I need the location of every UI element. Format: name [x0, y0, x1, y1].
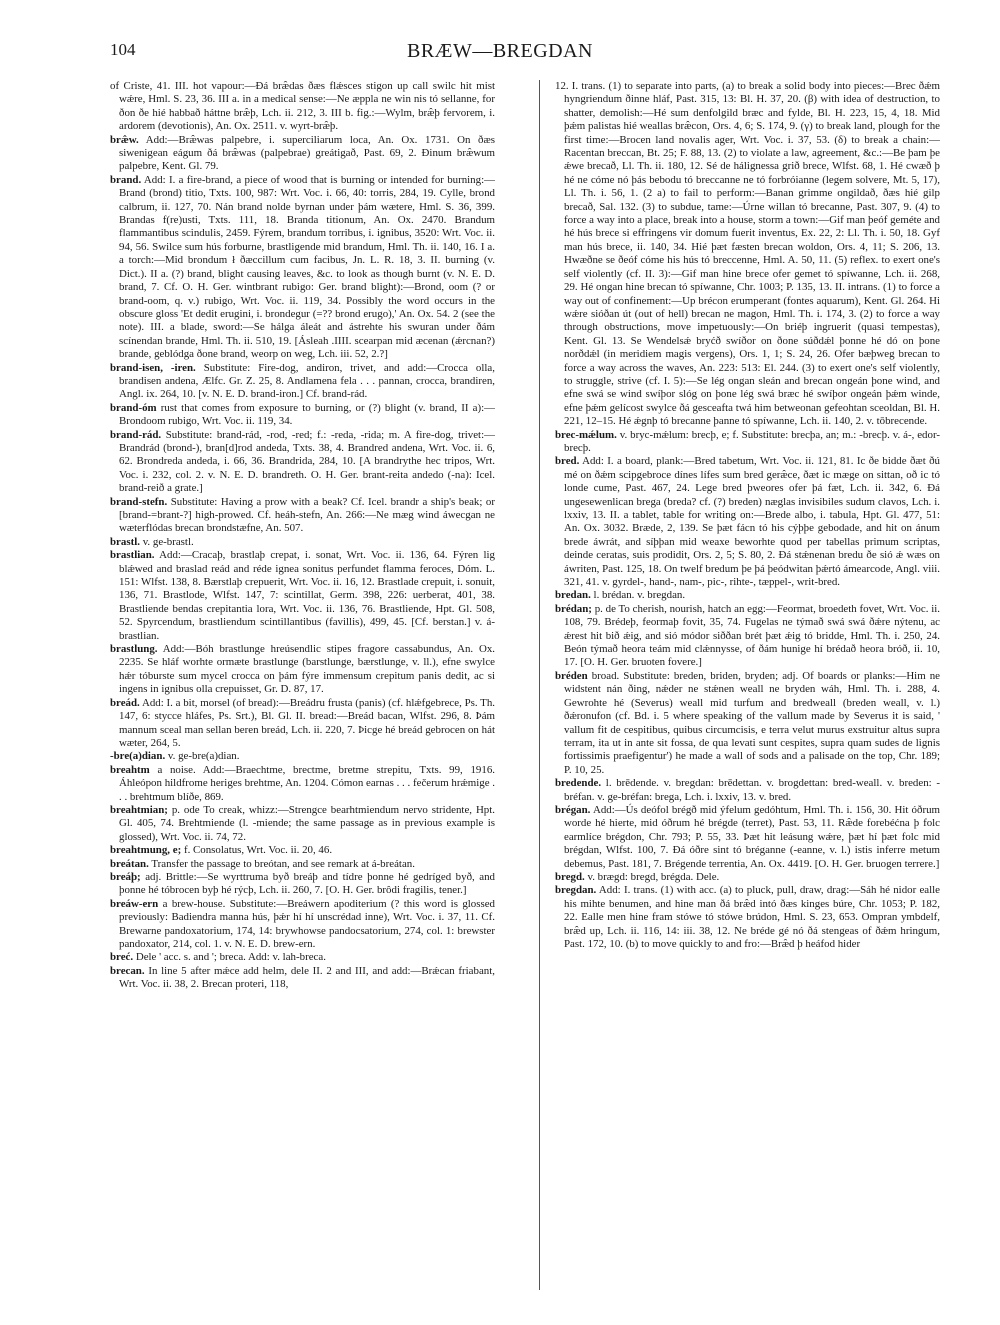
dictionary-entry — [110, 858, 495, 871]
entry-text: v. ge-bre(a)dian. — [167, 750, 240, 763]
entry-headword: bregdan. — [555, 884, 597, 897]
entry-headword: -bre(a)dian. — [110, 750, 166, 763]
entry-headword: bræ̂w. — [110, 133, 139, 146]
entry-headword: bredan. — [555, 589, 591, 602]
entry-headword: brand-stefn. — [110, 495, 168, 508]
dictionary-entry — [110, 362, 495, 402]
dictionary-entry — [555, 80, 940, 429]
entry-headword: brec-mǽlum. — [555, 428, 617, 441]
dictionary-entry — [555, 777, 940, 804]
entry-text: Substitute: brand-rád, -rod, -red; f.: -reda, -rida; m. A fire-dog, trivet:—Brandrád (brond-), bran[d]rod andeda, Txts. 38, 4. Brandred andena, Wrt. Voc. ii. 6, 62. Brondreda andeda, i. 66, 36. Brandrida, 284, 10. [A brandrythe hec tripos, Wrt. Voc. i. 232, col. 2. v. N. E. D. brandreth. O. H. Ger. brant-reita andedo (-na): Icel. brand-reið a grate.] — [119, 428, 495, 495]
entry-headword: brastlung. — [110, 643, 158, 656]
entry-text: v. bryc-mǽlum: brecþ, e; f. Substitute: brecþa, an; m.: -brecþ. v. á-, edor-brecþ. — [564, 428, 940, 454]
right-column — [555, 80, 940, 1295]
dictionary-entry — [110, 429, 495, 496]
entry-text: v. ge-brastl. — [142, 535, 194, 548]
dictionary-entry — [555, 455, 940, 589]
entry-headword: breahtmian; — [110, 803, 168, 816]
dictionary-entry — [110, 536, 495, 549]
dictionary-entry — [110, 134, 495, 174]
dictionary-entry — [555, 429, 940, 456]
entry-headword: breahtmung, e; — [110, 844, 182, 857]
entry-text: p. de To cherish, nourish, hatch an egg:—Feormat, broedeth fovet, Wrt. Voc. ii. 108, 79. Brédeþ, feormaþ fovit, 35, 74. Fugelas ne týmað swá swá ðǽre nýtenu, ac ǽrest hit bið ǽig, and sió módor siððan brét þæt ǽig tó bridde, Hml. Th. i. 250, 24. Beón týmað heora teám mid clǽnnysse, of ðám hunige hí brédað heora bróð, ii. 10, 17. [O. H. Ger. bruoten fovere.] — [564, 602, 940, 669]
entry-headword: breáw-ern — [110, 897, 159, 910]
entry-text: f. Consolatus, Wrt. Voc. ii. 20, 46. — [183, 844, 333, 857]
entry-headword: breátan. — [110, 857, 149, 870]
entry-text: Add:—Bræ̂was palpebre, i. superciliarum loca, An. Ox. 1731. On ðæs siwenigean eágum ðá bræ̂was (palpebrae) greátigað, Past. 69, 2. Ðinum bræ̂wum palpebre, Kent. Gl. 79. — [119, 133, 495, 173]
page-number: 104 — [110, 40, 136, 59]
entry-text: of Criste, 41. III. hot vapour:—Ðá bræ̂das ðæs flǽsces stigon up call swilc hit mist wǽre, Hml. S. 23, 36. III a. in a medical sense:—Ne æppla ne win nis tó sellanne, for ðon ðe hié habbað háttne bræ̂þ, Lch. ii. 212, 3. III b. fig.:—Wylm, bræ̂þ fervorem, i. ardorem (devotionis), An. Ox. 2511. v. wyrt-bræ̂þ. — [110, 80, 495, 133]
entry-text: rust that comes from exposure to burning, or (?) blight (v. brand, II a):—Brondoom rubigo, Wrt. Voc. ii. 119, 34. — [119, 401, 495, 428]
entry-headword: breahtm — [110, 763, 150, 776]
entry-text: Substitute: Fire-dog, andiron, trivet, and add:—Crocca olla, brandisen andena, Ælfc. Gr. Z. 25, 8. Andlamena fela . . . pannan, crocca, brandiren, Angl. ix. 264, 10. [v. N. E. D. brand-iron.] Cf. brand-rád. — [119, 361, 495, 401]
running-head: BRÆW—BREGDAN — [406, 40, 593, 62]
column-divider — [539, 80, 540, 1290]
entry-text: Add: I. a board, plank:—Bred tabetum, Wrt. Voc. ii. 121, 81. Ic ðe bidde ðæt ðú mé on ðǽm scipgebroce dínes lífes sum bred geræ̂ce, ðæt ic mæge on sittan, oð ic tó londe cume, Past. 467, 24. Lege bred þweores ofer þá fæt, Lch. ii. 342, 6. Ðá ungesewenlican brega (breda? cf. (?) breden) næglas invisibiles sudum clavos, Lch. i. lxxiv, 13. II. a tablet, table for writing on:—Brede albo, i. tabula, Hpt. Gl. 477, 51: An. Ox. 3032. Bræde, 2, 139. Se þæt fácn tó his cýþþe gebodade, and hit on ánum brede áwrát, and síþþan mid weaxe beworhte quod per tabellas primum scriptas, deinde ceratas, suis prodidit, Ors. 2, 5; S. 80, 2. Ðá stǽnenan bredu ðe sió ǽ wæs on áwriten, Past. 125, 18. On twelf bredum þe þá þeódwitan þǽrtó ámearcode, Angl. viii. 321, 41. v. gyrdel-, hand-, nam-, pic-, rihte-, tæppel-, writ-bred. — [564, 455, 940, 589]
dictionary-entry — [110, 951, 495, 964]
entry-text: Add:—Bóh brastlunge hreúsendlic stipes fragore cassabundus, An. Ox. 2235. Se hláf worhte ormæte brastlunge (barstlunge, bærstlunge, v. ll.), efne swylce hǽr tóburste sum mycel crocca on þám fýre immensum crepitum panis dedit, ac si ingens in ignibus olla crepuisset, Gr. D. 87, 17. — [119, 643, 495, 696]
dictionary-entry — [110, 804, 495, 844]
dictionary-entry — [110, 764, 495, 804]
dictionary-entry — [555, 804, 940, 871]
entry-headword: breád. — [110, 696, 140, 709]
entry-headword: brand. — [110, 173, 142, 186]
entry-text: Add: I. a fire-brand, a piece of wood that is burning or intended for burning:—Brand (brond) titio, Txts. 100, 987: Wrt. Voc. i. 66, 40: torris, 284, 19. Cylle, brond calbrum, ii. 127, 70. Nán brand nolde byrnan under þám wætere, Hml. S. 36, 399. Brandas f(re)usti, Txts. 111, 18. Branda titionum, An. Ox. 2470. Brandum flammantibus scindulis, 2459. Fýrem, brandum torribus, i. ignibus, 3520: Wrt. Voc. ii. 94, 56. Swilce sum hús forburne, brastligende mid brandum, Hml. Th. ii. 140, 16. I a. a torch:—Mid brondum ł ðæccillum cum facibus, Jn. L. R. 18, 3. II. burning (v. Dict.). II a. (?) brand, blight causing leaves, &c. to look as though burnt (v. N. E. D. brand, 7. Cf. O. H. Ger. wintbrant rubigo: Ger. brand blight):—Brond, oom (? or brand-oom, q. v.) rubigo, Wrt. Voc. ii. 119, 34. Possibly the word occurs in the obscure gloss 'Et dedit erugini, i. brondegur (=?? brond erugo),' An. Ox. 54. 2 (see the note). III. a blade, sword:—Se hálga áleát and ástrehte his swuran under ðám scínendan brande, Hml. Th. ii. 510, 19. [Ásleah .IIII. scearpan mid æcenan (ǽrcnan?) brande, geblódga ðone brand, weorp on weg, Lch. iii. 52, 2.?] — [119, 173, 495, 361]
entry-text: p. ode To creak, whizz:—Strengce bearhtmiendum nervo stridente, Hpt. Gl. 405, 74. Brehtmiende (l. -miende; the same passage as in previous example is glossed), Wrt. Voc. ii. 74, 72. — [119, 803, 495, 843]
entry-headword: bredende. — [555, 777, 602, 790]
dictionary-entry — [110, 871, 495, 898]
dictionary-entry — [110, 898, 495, 952]
dictionary-entry — [110, 549, 495, 643]
dictionary-entry — [555, 670, 940, 777]
entry-text: Dele ' acc. s. and '; breca. Add: v. lah-breca. — [135, 951, 326, 964]
entry-text: Substitute: Having a prow with a beak? Cf. Icel. brandr a ship's beak; or [brand-=brant-?] high-prowed. Cf. heáh-stefn, An. 266:—Ne mæg wind áwecgan ne wæterflódas brecan brondstæfne, An. 507. — [119, 495, 495, 535]
entry-text: 12. I. trans. (1) to separate into parts, (a) to break a solid body into pieces:—Brec ðǽm hyngriendum ðinne hláf, Past. 315, 13: Bl. H. 37, 20. (β) with idea of destruction, to shatter, demolish:—Hé sum denfolgild bræc and fylde, Bl. H. 223, 15, 4, 18. Mid þǽm palistas hié weallas bræ̂con, Ors. 4, 6; S. 174, 9. (γ) to break land, plough for the first time:—Brocen land novalis ager, Wrt. Voc. i. 37, 53. (δ) to break a chain:—Racentan breccan, Bt. 25; F. 88, 13. (2) to violate a law, agreement, &c.:—Be þam þe ǽwe brecað, Ll. Th. ii. 180, 12. Sé de hálignessa grið brece, Wlfst. 68, 1. Hé cwæð þ hé ne cóme nó þás bebodu tó breccanne ne tó forbróianne (legem solvere, Mt. 5, 17), Ll. Th. i. 56, 1. (2 a) to fail to perform:—Banan grimme ongildað, ðæs hié gilp brecað, Sal. 132. (3) to subdue, tame:—Úrne willan tó brecanne, Past. 307, 9. (4) to force a way into a place, break into a house, storm a town:—Gif man þeóf geméte and hé hús brece si effringens vir domum fuerit inventus, Ex. 22, 2: Ll. Th. i. 50, 18. Gyf man hús brece, ii. 140, 34. Hié þæt fæsten brecan woldon, Ors. 4, 11; S. 206, 13. Hwæðne se ðeóf cóme his hús tó breccenne, Hml. A. 50, 11. (5) reflex. to exert one's self violently (cf. II. 3):—Gif man hine brece ofer gemet tó spíwanne, Lch. ii. 268, 29. Hé ongan hine brecan tó spíwanne, Chr. 1003; P. 135, 13. II. intrans. (1) to force a way out of confinement:—Up brécon erumperant (fontes aquarum), Kent. Gl. 264. Hi wǽre sióðan út (out of hell) brecan ne magon, Hml. Th. i. 174, 3. (2) to force a way through obstructions, move impetuously:—On briéþ ingruerit (quasi tempestas), Kent. Gl. 13. Se Wendelsǽ bryćð swíðor on ðone súðdǽl þonne hé dó on þone norðdǽl (in meridiem magis vergens), Ors. 1, 1; S. 24, 26. Ofer bæþweg brecan to force a way across the waves, An. 223: 513: El. 244. (3) to exert one's self violently, to struggle, strive (cf. I. 5):—Se lég ongan sleán and brecan ongeán þone wind, and efne swá se wind swíþor slóg on þone lég swá bræc hé swíþor ongeán þǽm winde, efne þǽm gelícost swylce ðá gesceafta twá him betweonan gefeohtan sceoldan, Bl. H. 221, 12–15. Hé ǽgnþ tó brecanne þanne tó spíwanne, Lch. ii. 140, 2. v. tōbrecende. — [555, 80, 940, 428]
dictionary-entry — [555, 884, 940, 951]
entry-headword: bréden — [555, 669, 588, 682]
dictionary-entry — [555, 871, 940, 884]
entry-text: adj. Brittle:—Se wyrttruma byð breáþ and tídre þonne hé gedríged byð, and þonne hé tóbrocen byþ hé rýcþ, Lch. ii. 260, 7. [O. H. Ger. brôdi fragilis, tener.] — [119, 870, 495, 897]
dictionary-entry — [110, 174, 495, 362]
entry-text: Transfer the passage to breótan, and see remark at á-breátan. — [151, 857, 415, 870]
entry-headword: brégan. — [555, 803, 591, 816]
entry-headword: brand-rád. — [110, 428, 162, 441]
entry-headword: bred. — [555, 455, 580, 468]
entry-text: Add: I. trans. (1) with acc. (a) to pluck, pull, draw, drag:—Sáh hé nidor ealle his mihte benumen, and hine man ðá bræ̂d intó ðæs kinges búre, Chr. 1053; P. 182, 22. Ealle men hine fram stówe tó stówe brúdon, Hml. S. 23, 653. Ompran ymbdelf, bræ̂d up, Lch. ii. 116, 14: iii. 38, 12. Ne bréde gé nó ðá stengeas of ðǽm hringum, Past. 172, 10. (b) to move quickly to and fro:—Bræ̂d þ heáfod hider — [564, 884, 940, 950]
dictionary-entry — [110, 643, 495, 697]
dictionary-entry — [110, 402, 495, 429]
entry-text: broad. Substitute: breden, briden, bryden; adj. Of boards or planks:—Him ne widstent nán ðing, nǽder ne stǽnen weall ne bryden wáh, Hml. Th. i. 288, 4. Gewrohte hé (Severus) weall mid turfum and bredweall (breden weall, v. l.) ðǽronufon (cf. Bd. i. 5 where speaking of the vallum made by Severus it is said, ' vallum fit de cespitibus, quibus circumcisis, e terra velut murus exstruitur altus supra terram, ita ut in ante sit fossa, de qua levati sunt cespites, supra quam sudes de lignis fortissimis praefigentur') he made a wall of sods and a palisade on the top, Chr. 189; P. 10, 25. — [564, 669, 940, 776]
entry-headword: brand-isen, -iren. — [110, 361, 196, 374]
entry-text: l. brēdende. v. bregdan: brēdettan. v. brogdettan: bred-weall. v. breden: -bréfan. v. ge-bréfan: brega, Lch. i. lxxiv, 13. v. bred. — [564, 777, 940, 803]
entry-text: a noise. Add:—Braechtme, brectme, bretme strepitu, Txts. 99, 1916. Áhleópon hildfrome heriges brehtme, An. 1204. Cómon earnas . . . fečerum hrǽmige . . . brehtmum blíðe, 869. — [119, 763, 495, 803]
entry-headword: brédan; — [555, 602, 592, 615]
entry-headword: brastlian. — [110, 549, 155, 562]
entry-text: In line 5 after mǽce add helm, dele II. 2 and III, and add:—Brǽcan friabant, Wrt. Voc. ii. 38, 2. Brecan proteri, 118, — [119, 964, 495, 991]
page-header — [110, 40, 890, 64]
entry-headword: brastl. — [110, 535, 140, 548]
entry-headword: breć. — [110, 951, 134, 964]
dictionary-entry — [110, 80, 495, 134]
entry-text: l. brédan. v. bregdan. — [593, 589, 686, 602]
dictionary-entry — [110, 965, 495, 992]
entry-text: Add:—Ús deófol brégð mid ýfelum gedóhtum, Hml. Th. i. 156, 30. Hit óðrum worde hé hierte, mid óðrum hé brégde (terret), Past. 53, 11. Ræ̂de forebéćna þ folc earmlíce brégdon, Chr. 793; P. 55, 33. Þæt hit leásung wǽre, þæt hí þæt folc mid brégdan, Wlfst. 100, 7. Ðá óðre sint tó bréganne (-eanne, v. l.) istis inferre metum debemus, Past. 181, 7. Brégende terrentia, An. Ox. 4419. [O. H. Ger. bruogen terrere.] — [564, 803, 940, 870]
entry-headword: bregd. — [555, 870, 585, 883]
dictionary-entry — [110, 844, 495, 857]
dictionary-entry — [555, 603, 940, 670]
dictionary-entry — [110, 496, 495, 536]
entry-headword: brand-óm — [110, 401, 157, 414]
entry-headword: brecan. — [110, 964, 145, 977]
entry-text: v. brægd: bregd, brégda. Dele. — [587, 870, 720, 883]
entry-text: Add: I. a bit, morsel (of bread):—Breádru frusta (panis) (cf. hlǽfgebrece, Ps. Th. 147, 6: styccе hláfes, Ps. Srt.), Bl. Gl. II. bread:—Breád bacan, Wlfst. 296, 8. Þám mannum sceal man sellan beren breád, Lch. ii. 220, 7. Þicge hé breád gebrocen on hát wæter, 264, 5. — [119, 696, 495, 749]
entry-text: a brew-house. Substitute:—Breáwern apoditerium (? this word is glossed previously: Badiendra manna hús, þǽr hí hí unscrédad inne), Wrt. Voc. i. 37, 11. Cf. Brewarne pandoxatorium, 174, 14: brywhowse pandocsatorium, 274, col. 1: brewster pandoxator, 214, col. 1. v. N. E. D. brew-ern. — [119, 897, 495, 950]
dictionary-entry — [110, 697, 495, 751]
dictionary-entry — [110, 750, 495, 763]
dictionary-entry — [555, 589, 940, 602]
left-column — [110, 80, 495, 1295]
entry-headword: breáþ; — [110, 870, 141, 883]
entry-text: Add:—Cracaþ, brastlaþ crepat, i. sonat, Wrt. Voc. ii. 136, 64. Fýren lig blǽwed and braslad reád and réde ignea sonitus perfundet flamma feroces, Dóm. L. 151: Wlfst. 138, 8. Bærstlaþ crepuerit, Wrt. Voc. ii. 16, 12. Brastlade crepuit, i. sonuit, 136, 71. Brastlode, Wlfst. 147, 7: scintillat, Germ. 398, 226: uerberat, 401, 38. Brastliende bendas crepitantia lora, Wrt. Voc. ii. 136, 76. Brastliende, Hpt. Gl. 508, 52. Spyrcendum, brastliendum scintillantibus (favillis), 499, 45. [Cf. berstan.] v. á-brastlian. — [119, 549, 495, 642]
